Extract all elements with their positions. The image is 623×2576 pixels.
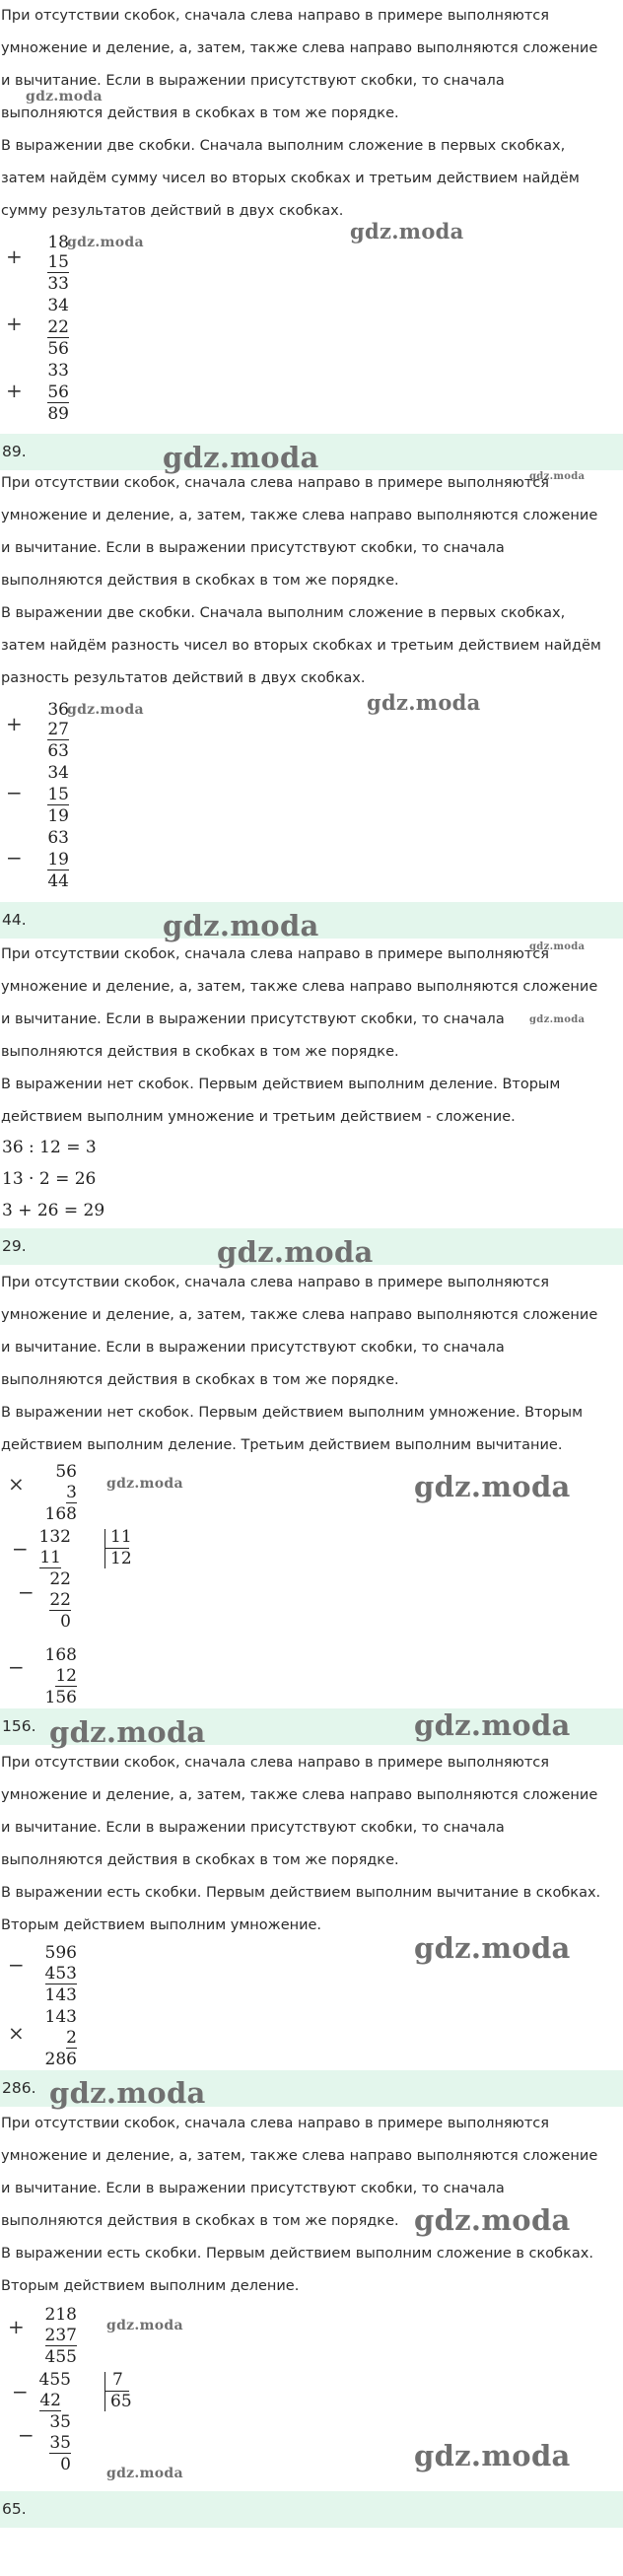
subtrahend: 35 (49, 2433, 71, 2453)
watermark: gdz.moda (163, 441, 319, 474)
operand: 15 (47, 785, 69, 804)
remainder: 22 (49, 1569, 71, 1589)
rule-line-4: выполняются действия в скобках в том же порядке. (1, 1044, 399, 1060)
operand: 34 (47, 763, 69, 783)
rule-line-4: выполняются действия в скобках в том же порядке. (1, 1852, 399, 1868)
operand: 18 (47, 233, 69, 252)
explanation-line-2: Вторым действием выполним деление. (1, 2278, 300, 2294)
watermark: gdz.moda (367, 690, 481, 715)
explanation-line-1: В выражении есть скобки. Первым действием выполним сложение в скобках. (1, 2246, 593, 2262)
column-multiplication (0, 2007, 89, 2072)
rule-line-2: умножение и деление, а, затем, также слева направо выполняются сложение (1, 508, 598, 523)
watermark: gdz.moda (49, 1715, 206, 1749)
rule-line-1: При отсутствии скобок, сначала слева направо в примере выполняются (1, 946, 550, 962)
answer-text: 29. (2, 1237, 27, 1255)
explanation-line-1: В выражении две скобки. Сначала выполним сложение в первых скобках, (1, 138, 566, 154)
dividend: 455 (38, 2370, 71, 2390)
minus-sign: − (6, 846, 23, 870)
result: 63 (47, 741, 69, 761)
rule-line-2: умножение и деление, а, затем, также слева направо выполняются сложение (1, 979, 598, 995)
result: 56 (47, 339, 69, 359)
rule-line-1: При отсутствии скобок, сначала слева направо в примере выполняются (1, 8, 550, 24)
rule-line-1: При отсутствии скобок, сначала слева направо в примере выполняются (1, 2116, 550, 2131)
operand: 12 (55, 1666, 77, 1686)
answer-text: 65. (2, 2500, 27, 2518)
watermark: gdz.moda (529, 1014, 586, 1025)
operand: 27 (47, 720, 69, 739)
remainder: 0 (60, 2455, 71, 2474)
watermark: gdz.moda (529, 941, 586, 952)
explanation-line-3: сумму результатов действий в двух скобках. (1, 203, 344, 219)
watermark: gdz.moda (106, 2466, 183, 2481)
equation-line: 36 : 12 = 3 (2, 1138, 97, 1157)
operand: 218 (44, 2305, 77, 2325)
rule-line-2: умножение и деление, а, затем, также слева направо выполняются сложение (1, 1787, 598, 1803)
equation-line: 3 + 26 = 29 (2, 1201, 105, 1220)
subtrahend: 22 (49, 1590, 71, 1610)
watermark: gdz.moda (49, 2076, 206, 2110)
result: 89 (47, 404, 69, 424)
column-addition (0, 2305, 89, 2370)
rule-line-1: При отсутствии скобок, сначала слева направо в примере выполняются (1, 1755, 550, 1771)
operand: 19 (47, 850, 69, 870)
plus-sign: + (6, 712, 23, 735)
answer-text: 156. (2, 1717, 36, 1735)
rule-line-3: и вычитание. Если в выражении присутствуют скобки, то сначала (1, 540, 505, 556)
times-sign: × (8, 2021, 25, 2045)
watermark: gdz.moda (217, 1235, 374, 1269)
watermark: gdz.moda (414, 1708, 571, 1742)
minus-sign: − (12, 1537, 29, 1561)
watermark: gdz.moda (67, 702, 144, 718)
operand: 33 (47, 361, 69, 381)
divisor: 11 (110, 1527, 132, 1547)
minus-sign: − (12, 2380, 29, 2403)
watermark: gdz.moda (26, 89, 103, 104)
exercise-block-4 (0, 1267, 623, 1462)
rule-line-4: выполняются действия в скобках в том же порядке. (1, 573, 399, 589)
explanation-line-1: В выражении нет скобок. Первым действием выполним деление. Вторым (1, 1077, 561, 1092)
times-sign: × (8, 1472, 25, 1496)
rule-line-3: и вычитание. Если в выражении присутствуют скобки, то сначала (1, 1820, 505, 1836)
operand: 36 (47, 700, 69, 720)
column-calculation-2 (0, 700, 79, 897)
exercise-block-5 (0, 1747, 623, 1942)
operand: 237 (44, 2326, 77, 2345)
answer-band (0, 2491, 623, 2528)
answer-text: 286. (2, 2079, 36, 2097)
plus-sign: + (6, 379, 23, 402)
minus-sign: − (18, 2423, 35, 2447)
operand: 168 (44, 1645, 77, 1665)
quotient: 65 (110, 2392, 132, 2411)
explanation-line-1: В выражении две скобки. Сначала выполним сложение в первых скобках, (1, 605, 566, 621)
result: 156 (44, 1688, 77, 1707)
operand: 56 (55, 1462, 77, 1482)
rule-line-4: выполняются действия в скобках в том же порядке. (1, 2213, 399, 2229)
watermark: gdz.moda (529, 471, 586, 482)
answer-text: 89. (2, 443, 27, 460)
operand: 2 (66, 2028, 77, 2048)
answer-text: 44. (2, 911, 27, 929)
operand: 3 (66, 1483, 77, 1502)
exercise-block-2 (0, 467, 623, 695)
long-division (0, 1527, 148, 1645)
watermark: gdz.moda (414, 2439, 571, 2472)
watermark: gdz.moda (414, 2203, 571, 2237)
rule-line-2: умножение и деление, а, затем, также слева направо выполняются сложение (1, 2148, 598, 2164)
minus-sign: − (8, 1655, 25, 1679)
watermark: gdz.moda (350, 219, 464, 244)
rule-line-3: и вычитание. Если в выражении присутствуют скобки, то сначала (1, 1011, 505, 1027)
operand: 56 (47, 383, 69, 402)
operand: 22 (47, 317, 69, 337)
explanation-line-2: затем найдём разность чисел во вторых скобках и третьим действием найдём (1, 638, 601, 654)
explanation-line-2: действием выполним умножение и третьим действием - сложение. (1, 1109, 516, 1125)
operand: 63 (47, 828, 69, 848)
remainder: 35 (49, 2412, 71, 2432)
watermark: gdz.moda (163, 909, 319, 942)
result: 286 (44, 2050, 77, 2069)
plus-sign: + (6, 244, 23, 268)
column-subtraction (0, 1943, 89, 2008)
subtrahend: 42 (39, 2391, 61, 2410)
result: 143 (44, 1985, 77, 2005)
plus-sign: + (6, 312, 23, 335)
operand: 34 (47, 296, 69, 315)
watermark: gdz.moda (414, 1931, 571, 1965)
watermark: gdz.moda (106, 2318, 183, 2333)
explanation-line-2: Вторым действием выполним умножение. (1, 1917, 322, 1933)
column-addition-1 (0, 233, 79, 430)
rule-line-3: и вычитание. Если в выражении присутствуют скобки, то сначала (1, 2181, 505, 2196)
result: 455 (44, 2347, 77, 2367)
rule-line-1: При отсутствии скобок, сначала слева направо в примере выполняются (1, 475, 550, 491)
operand: 143 (44, 2007, 77, 2027)
rule-line-3: и вычитание. Если в выражении присутствуют скобки, то сначала (1, 73, 505, 89)
operand: 15 (47, 252, 69, 272)
subtrahend: 11 (39, 1548, 61, 1567)
division-bracket (104, 1529, 105, 1568)
division-bracket (104, 2372, 105, 2411)
result: 168 (44, 1504, 77, 1524)
minus-sign: − (8, 1953, 25, 1977)
rule-line-4: выполняются действия в скобках в том же порядке. (1, 1372, 399, 1388)
remainder: 0 (60, 1612, 71, 1632)
explanation-line-1: В выражении есть скобки. Первым действием выполним вычитание в скобках. (1, 1885, 601, 1901)
explanation-line-2: действием выполним деление. Третьим действием выполним вычитание. (1, 1437, 563, 1453)
explanation-line-2: затем найдём сумму чисел во вторых скобках и третьим действием найдём (1, 171, 580, 186)
rule-line-1: При отсутствии скобок, сначала слева направо в примере выполняются (1, 1275, 550, 1290)
explanation-line-1: В выражении нет скобок. Первым действием выполним умножение. Вторым (1, 1405, 584, 1421)
exercise-block-3 (0, 939, 623, 1134)
operand: 453 (44, 1964, 77, 1984)
column-multiplication (0, 1462, 89, 1527)
dividend: 132 (38, 1527, 71, 1547)
rule-line-3: и вычитание. Если в выражении присутствуют скобки, то сначала (1, 1340, 505, 1356)
result: 19 (47, 806, 69, 826)
result: 33 (47, 274, 69, 294)
rule-line-2: умножение и деление, а, затем, также слева направо выполняются сложение (1, 1307, 598, 1323)
result: 44 (47, 871, 69, 891)
rule-line-4: выполняются действия в скобках в том же порядке. (1, 105, 399, 121)
operand: 596 (44, 1943, 77, 1963)
exercise-block-1 (0, 0, 623, 228)
explanation-line-3: разность результатов действий в двух скобках. (1, 670, 366, 686)
minus-sign: − (6, 781, 23, 804)
minus-sign: − (18, 1580, 35, 1604)
watermark: gdz.moda (67, 235, 144, 250)
column-subtraction (0, 1645, 89, 1710)
equation-line: 13 · 2 = 26 (2, 1169, 97, 1189)
divisor: 7 (112, 2370, 123, 2390)
watermark: gdz.moda (414, 1470, 571, 1503)
watermark: gdz.moda (106, 1476, 183, 1492)
rule-line-2: умножение и деление, а, затем, также слева направо выполняются сложение (1, 40, 598, 56)
quotient: 12 (110, 1549, 132, 1568)
plus-sign: + (8, 2315, 25, 2338)
